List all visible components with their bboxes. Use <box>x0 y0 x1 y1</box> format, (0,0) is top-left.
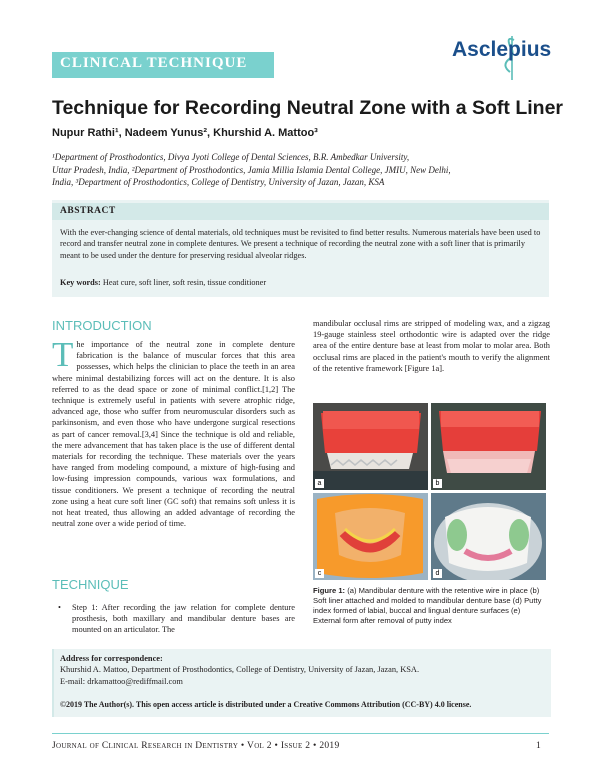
caption-text: (a) Mandibular denture with the retentive wire in place (b) Soft liner attached and molded to mandibular denture base (d) Putty index formed of labial, buccal and lingual denture surfaces (e) External form after removal of putty index <box>313 586 542 625</box>
caption-label: Figure 1: <box>313 586 346 595</box>
journal-footer: Journal of Clinical Research in Dentistry • Vol 2 • Issue 2 • 2019 <box>52 741 340 751</box>
affiliation-line: India, ³Department of Prosthodontics, College of Dentistry, University of Jazan, Jazan, KSA <box>52 177 385 188</box>
license-statement: ©2019 The Author(s). This open access article is distributed under a Creative Commons Attribution (CC-BY) 4.0 license. <box>60 700 472 709</box>
affiliations <box>52 151 520 189</box>
figure-panel-b <box>431 403 546 490</box>
publisher-logo-text: Asclepius <box>452 38 552 61</box>
step-text: Step 1: After recording the jaw relation for complete denture prosthesis, both maxillary and mandibular denture bases are mounted on an articulator. The <box>72 603 295 635</box>
keywords-label: Key words: <box>60 278 101 287</box>
correspondence-heading: Address for correspondence: <box>60 654 163 663</box>
affiliation-line: Uttar Pradesh, India, ²Department of Prosthodontics, Jamia Millia Islamia Dental College, JMIU, New Delhi, <box>52 164 451 175</box>
page-number: 1 <box>536 741 541 751</box>
author-list: Nupur Rathi¹, Nadeem Yunus², Khurshid A. Mattoo³ <box>52 127 318 139</box>
affiliation-line: ¹Department of Prosthodontics, Divya Jyoti College of Dental Sciences, B.R. Ambedkar University, <box>52 152 410 162</box>
correspondence-address: Khurshid A. Mattoo, Department of Prosthodontics, College of Dentistry, University of Jazan, Jazan, KSA. <box>60 665 420 675</box>
bullet-icon: • <box>58 603 61 612</box>
panel-label: d <box>433 569 442 578</box>
abstract-heading: ABSTRACT <box>60 206 116 216</box>
section-label: CLINICAL TECHNIQUE <box>60 55 248 71</box>
panel-label: a <box>315 479 324 488</box>
figure-1 <box>313 403 550 583</box>
correspondence <box>60 653 542 687</box>
technique-heading: TECHNIQUE <box>52 577 129 592</box>
correspondence-email[interactable]: E-mail: drkamattoo@rediffmail.com <box>60 676 183 686</box>
figure-panel-c <box>313 493 428 580</box>
keywords-list: Heat cure, soft liner, soft resin, tissue conditioner <box>102 278 267 287</box>
introduction-heading: INTRODUCTION <box>52 318 152 333</box>
panel-label: c <box>315 569 324 578</box>
abstract-header <box>52 203 549 220</box>
technique-continued: mandibular occlusal rims are stripped of modeling wax, and a zigzag 19-gauge stainless steel orthodontic wire is adapted over the ridge area of the entire denture base at least from molar to molar area. Both occlusal rims are placed in the patient's mouth to verify the alignment of the retentive framework [Figure 1a]. <box>313 319 550 373</box>
introduction-text: he importance of the neutral zone in complete denture fabrication is the balance of muscular forces that this area possesses, which helps the clinician to place the teeth in an area where minimal destabilizing forces will act on the denture. It is also referred to as the dead space or zone of minimal conflict.[1,2] The technique is extremely useful in patients with severe atrophic ridge, advanced age, those who suffer from neuromuscular disorders such as parkinsonism, and even those who have undergone surgical resections as part of cancer removal.[3,4] Since the technique is old and reliable, the mere advancement that has taken place is the use of different dental materials for recording the technique. These materials over the years have ranged from modeling compound, a mixture of high-fusing and low-fusing impression compounds, various wax formulations, and tissue conditioners. We present a technique of recording the neutral zone using a heat cure soft liner (GC soft) that remains soft unless it is not heat treated, thus allowing an added advantage of recording the neutral zone over a wide period of time. <box>52 340 295 529</box>
figure-caption <box>313 586 550 626</box>
panel-label: b <box>433 479 442 488</box>
keywords <box>60 278 542 287</box>
drop-cap: T <box>52 335 74 374</box>
introduction-body <box>52 335 295 529</box>
figure-panel-a <box>313 403 428 490</box>
technique-step-1 <box>52 602 295 636</box>
footer-divider <box>52 733 549 734</box>
abstract-text: With the ever-changing science of dental materials, old techniques must be revisited to find better results. Numerous materials have been used to record and transfer neutral zone in complete dentures. We present a technique of recording the neutral zone with a soft liner that is primarily meant to be used under the denture for preserving residual alveolar ridges. <box>60 228 541 260</box>
figure-panel-d <box>431 493 546 580</box>
article-title: Technique for Recording Neutral Zone with a Soft Liner <box>52 97 563 119</box>
